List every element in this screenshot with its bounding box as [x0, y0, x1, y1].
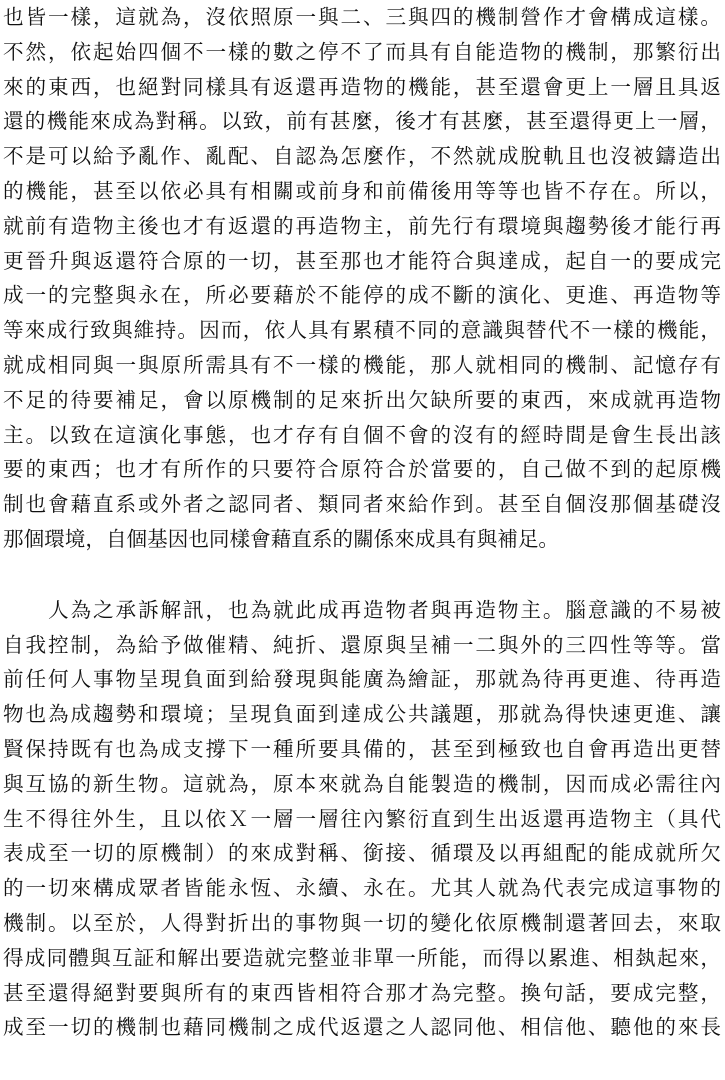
- text-line: 不足的待要補足，會以原機制的足來折出欠缺所要的東西，來成就再造物: [3, 387, 721, 412]
- text-line: 制也會藉直系或外者之認同者、類同者來給作到。甚至自個沒那個基礎沒: [3, 492, 721, 517]
- paragraph-gap: [3, 557, 721, 593]
- text-line: 生不得往外生，且以依Ｘ一層一層往內繁衍直到生出返還再造物主（具代: [3, 806, 721, 831]
- text-line: 成至一切的機制也藉同機制之成代返還之人認同他、相信他、聽他的來長: [3, 1015, 721, 1040]
- paragraph-1: [3, 0, 721, 557]
- text-line: 成一的完整與永在，所必要藉於不能停的成不斷的演化、更進、再造物等: [3, 283, 721, 308]
- text-line: 來的東西，也絕對同樣具有返還再造物的機能，甚至還會更上一層且具返: [3, 74, 721, 99]
- text-line: 的一切來構成眾者皆能永恆、永續、永在。尤其人就為代表完成這事物的: [3, 876, 721, 901]
- text-line: 機制。以至於，人得對折出的事物與一切的變化依原機制還著回去，來取: [3, 910, 721, 935]
- text-line: 主。以致在這演化事態，也才存有自個不會的沒有的經時間是會生長出該: [3, 422, 721, 447]
- text-line: 那個環境，自個基因也同樣會藉直系的關係來成具有與補足。: [3, 526, 560, 551]
- text-line: 也皆一樣，這就為，沒依照原一與二、三與四的機制營作才會構成這樣。: [3, 5, 721, 29]
- document-page: [3, 0, 721, 1045]
- text-line: 表成至一切的原機制）的來成對稱、銜接、循環及以再組配的能成就所欠: [3, 841, 721, 866]
- text-line: 等來成行致與維持。因而，依人具有累積不同的意識與替代不一樣的機能，: [3, 318, 721, 343]
- text-line: 更晉升與返還符合原的一切，甚至那也才能符合與達成，起自一的要成完: [3, 248, 721, 273]
- text-line: 自我控制，為給予做催精、純折、還原與呈補一二與外的三四性等等。當: [3, 632, 721, 657]
- text-line: 與互協的新生物。這就為，原本來就為自能製造的機制，因而成必需往內: [3, 771, 721, 796]
- text-line: 就成相同與一與原所需具有不一樣的機能，那人就相同的機制、記憶存有: [3, 352, 721, 377]
- text-line: 人為之承訴解訊，也為就此成再造物者與再造物主。腦意識的不易被: [3, 597, 721, 622]
- text-line: 甚至還得絕對要與所有的東西皆相符合那才為完整。換句話，要成完整，: [3, 980, 721, 1005]
- text-line: 不是可以給予亂作、亂配、自認為怎麼作，不然就成脫軌且也沒被鑄造出: [3, 144, 721, 169]
- text-line: 賢保持既有也為成支撐下一種所要具備的，甚至到極致也自會再造出更替: [3, 736, 721, 761]
- text-line: 的機能，甚至以依必具有相關或前身和前備後用等等也皆不存在。所以，: [3, 178, 721, 203]
- text-line: 物也為成趨勢和環境；呈現負面到達成公共議題，那就為得快速更進、讓: [3, 702, 721, 727]
- text-line: 還的機能來成為對稱。以致，前有甚麼，後才有甚麼，甚至還得更上一層，: [3, 109, 721, 134]
- text-line: 就前有造物主後也才有返還的再造物主，前先行有環境與趨勢後才能行再: [3, 213, 721, 238]
- text-line: 前任何人事物呈現負面到給發現與能廣為繪証，那就為待再更進、待再造: [3, 667, 721, 692]
- paragraph-2: [3, 593, 721, 1045]
- text-line: 得成同體與互証和解出要造就完整並非單一所能，而得以累進、相埶起來，: [3, 945, 721, 970]
- text-line: 不然，依起始四個不一樣的數之停不了而具有自能造物的機制，那繁衍出: [3, 39, 721, 64]
- text-line: 要的東西；也才有所作的只要符合原符合於當要的，自己做不到的起原機: [3, 457, 721, 482]
